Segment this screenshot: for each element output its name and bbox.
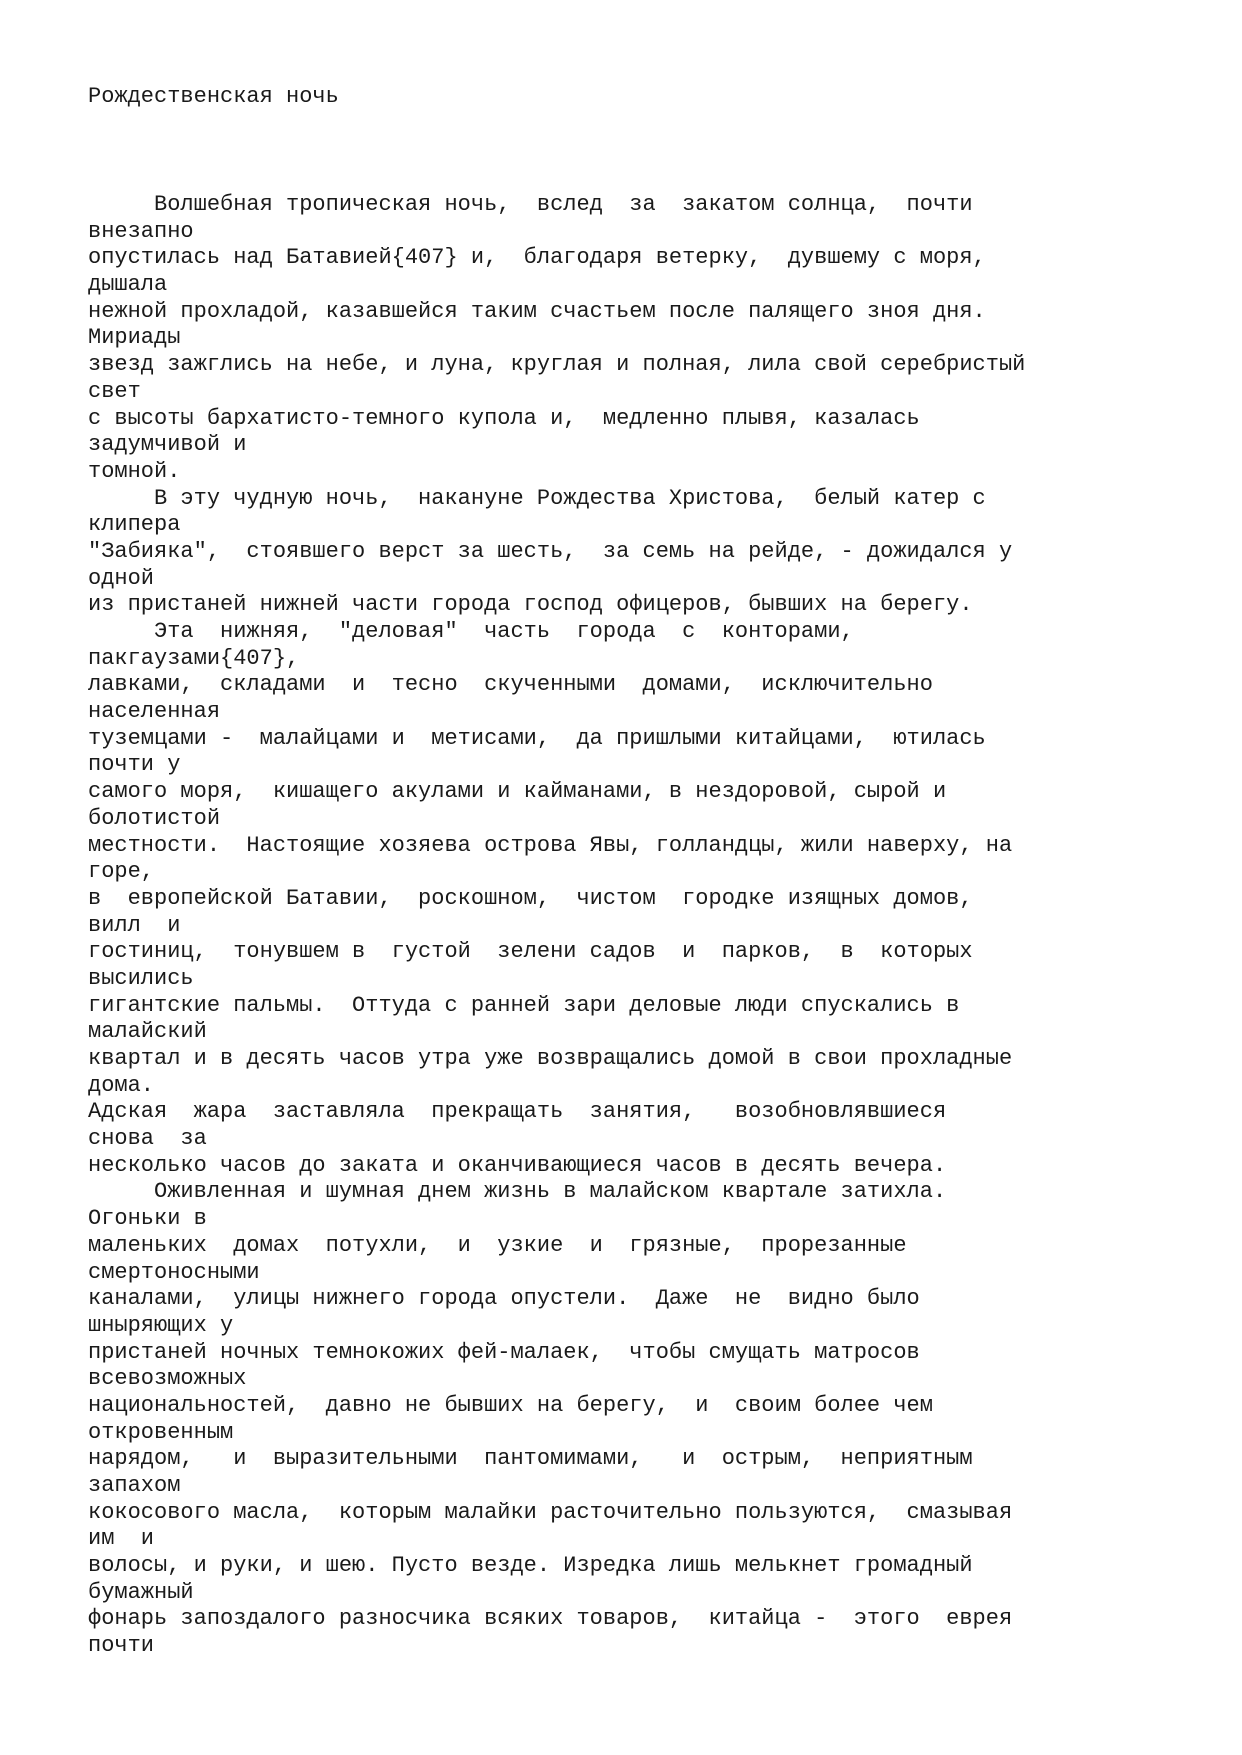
text-line: бумажный bbox=[88, 1579, 194, 1605]
text-line: горе, bbox=[88, 859, 155, 885]
text-line: в европейской Батавии, роскошном, чистом городке изящных домов, bbox=[88, 885, 973, 911]
text-line: Волшебная тропическая ночь, вслед за закатом солнца, почти bbox=[88, 192, 973, 217]
text-line: Мириады bbox=[88, 325, 181, 351]
text-line: всевозможных bbox=[88, 1366, 247, 1392]
text-line: нарядом, и выразительными пантомимами, и острым, неприятным bbox=[88, 1446, 973, 1472]
text-line: им и bbox=[88, 1526, 155, 1552]
text-line: свет bbox=[88, 378, 141, 404]
text-line: откровенным bbox=[88, 1419, 234, 1445]
text-line: смертоносными bbox=[88, 1259, 260, 1285]
text-line: маленьких домах потухли, и узкие и грязные, прорезанные bbox=[88, 1232, 907, 1258]
text-line: пакгаузами{407}, bbox=[88, 645, 300, 671]
text-line: почти bbox=[88, 1633, 155, 1659]
text-line: с высоты бархатисто-темного купола и, медленно плывя, казалась bbox=[88, 405, 920, 431]
text-line: Адская жара заставляла прекращать занятия, возобновлявшиеся bbox=[88, 1099, 947, 1125]
text-line: квартал и в десять часов утра уже возвращались домой в свои прохладные bbox=[88, 1046, 1013, 1071]
text-line: фонарь запоздалого разносчика всяких товаров, китайца - этого еврея bbox=[88, 1606, 1013, 1632]
text-line: нежной прохладой, казавшейся таким счастьем после палящего зноя дня. bbox=[88, 298, 986, 324]
text-line: каналами, улицы нижнего города опустели. Даже не видно было bbox=[88, 1286, 920, 1312]
text-line: малайский bbox=[88, 1019, 207, 1045]
text-line: снова за bbox=[88, 1126, 207, 1152]
text-line: звезд зажглись на небе, и луна, круглая и полная, лила свой серебристый bbox=[88, 352, 1026, 378]
text-line: вилл и bbox=[88, 912, 181, 938]
text-line: шныряющих у bbox=[88, 1312, 234, 1338]
text-line: лавками, складами и тесно скученными домами, исключительно bbox=[88, 672, 933, 698]
text-line: болотистой bbox=[88, 805, 221, 831]
text-line: томной. bbox=[88, 458, 181, 484]
text-line: из пристаней нижней части города господ офицеров, бывших на берегу. bbox=[88, 592, 973, 618]
text-line: волосы, и руки, и шею. Пусто везде. Изредка лишь мелькнет громадный bbox=[88, 1553, 973, 1579]
text-line: самого моря, кишащего акулами и кайманами, в нездоровой, сырой и bbox=[88, 779, 947, 805]
text-line: гигантские пальмы. Оттуда с ранней зари деловые люди спускались в bbox=[88, 992, 960, 1018]
text-line: запахом bbox=[88, 1473, 181, 1498]
text-line: несколько часов до заката и оканчивающиеся часов в десять вечера. bbox=[88, 1152, 947, 1178]
text-line: туземцами - малайцами и метисами, да пришлыми китайцами, ютилась bbox=[88, 725, 986, 751]
text-line: "Забияка", стоявшего верст за шесть, за семь на рейде, - дожидался у bbox=[88, 538, 1013, 564]
document-body bbox=[88, 192, 1208, 1660]
text-line: одной bbox=[88, 565, 155, 591]
text-line: В эту чудную ночь, накануне Рождества Христова, белый катер с bbox=[88, 485, 986, 511]
text-line: клипера bbox=[88, 512, 181, 538]
text-line: гостиниц, тонувшем в густой зелени садов и парков, в которых bbox=[88, 939, 973, 965]
text-line: дышала bbox=[88, 272, 168, 298]
text-line: почти у bbox=[88, 752, 181, 778]
text-line: Огоньки в bbox=[88, 1206, 207, 1232]
text-line: кокосового масла, которым малайки расточительно пользуются, смазывая bbox=[88, 1499, 1013, 1525]
text-line: задумчивой и bbox=[88, 432, 247, 458]
text-line: внезапно bbox=[88, 218, 194, 244]
text-line: местности. Настоящие хозяева острова Явы, голландцы, жили наверху, на bbox=[88, 832, 1013, 858]
document-title: Рождественская ночь bbox=[88, 84, 339, 109]
text-line: Эта нижняя, "деловая" часть города с конторами, bbox=[88, 619, 854, 644]
text-line: дома. bbox=[88, 1072, 155, 1098]
text-line: высились bbox=[88, 965, 194, 991]
text-line: населенная bbox=[88, 699, 221, 725]
text-line: опустилась над Батавией{407} и, благодаря ветерку, дувшему с моря, bbox=[88, 245, 986, 271]
text-line: Оживленная и шумная днем жизнь в малайском квартале затихла. bbox=[88, 1179, 947, 1205]
text-line: пристаней ночных темнокожих фей-малаек, чтобы смущать матросов bbox=[88, 1339, 920, 1365]
text-line: национальностей, давно не бывших на берегу, и своим более чем bbox=[88, 1392, 933, 1418]
